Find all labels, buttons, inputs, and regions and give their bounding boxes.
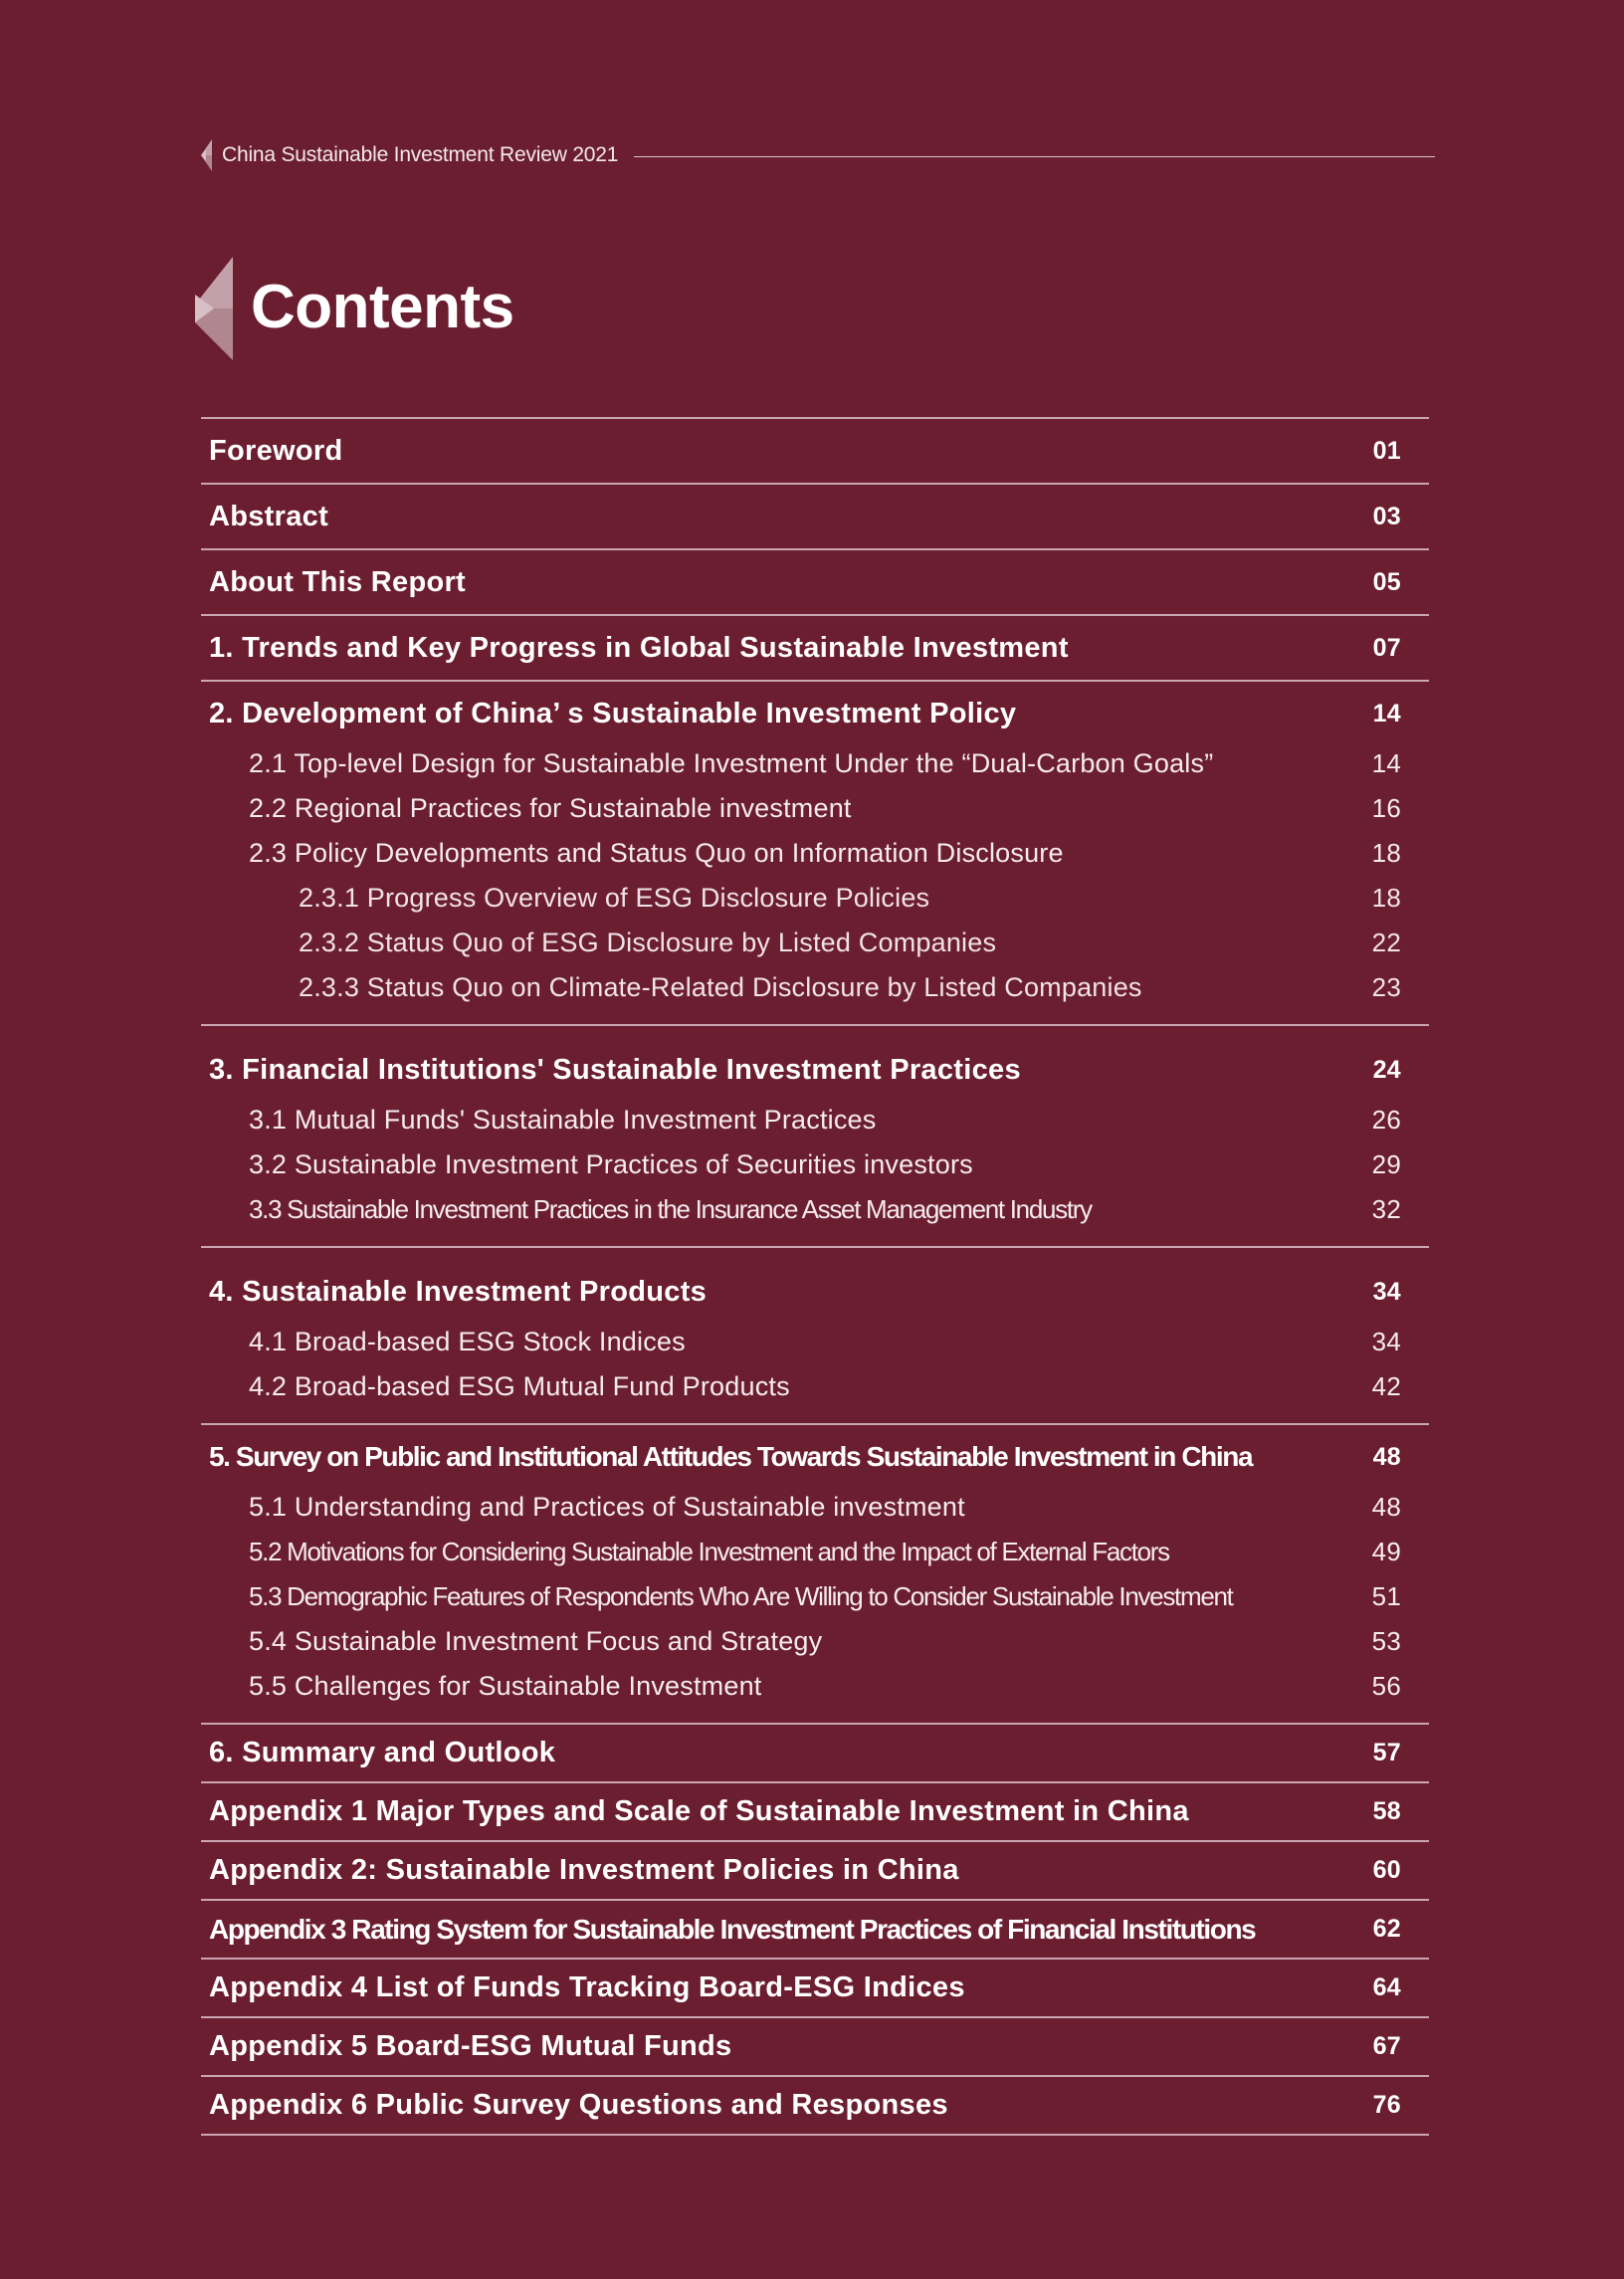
toc-label[interactable]: 5.4 Sustainable Investment Focus and Strategy bbox=[249, 1626, 823, 1656]
toc-page-number: 34 bbox=[1372, 1277, 1401, 1306]
toc-label[interactable]: 5.5 Challenges for Sustainable Investment bbox=[249, 1671, 762, 1701]
toc-page-number: 34 bbox=[1371, 1327, 1401, 1356]
toc-subsection[interactable] bbox=[201, 1364, 1429, 1409]
toc-label[interactable]: Appendix 2: Sustainable Investment Policies in China bbox=[209, 1854, 959, 1886]
toc-page-number: 64 bbox=[1372, 1973, 1401, 2001]
toc-page-number: 51 bbox=[1371, 1581, 1401, 1611]
toc-label[interactable]: 2. Development of China’ s Sustainable Investment Policy bbox=[209, 697, 1017, 729]
toc-entry-appendix-4[interactable] bbox=[201, 1958, 1429, 2016]
toc-page-number: 32 bbox=[1371, 1194, 1401, 1224]
toc-page-number: 53 bbox=[1371, 1626, 1401, 1656]
toc-page-number: 29 bbox=[1371, 1149, 1401, 1179]
toc-page-number: 03 bbox=[1372, 502, 1401, 530]
toc-subsection[interactable] bbox=[201, 786, 1429, 831]
toc-page-number: 18 bbox=[1371, 838, 1401, 868]
toc-label[interactable]: Appendix 3 Rating System for Sustainable Investment Practices of Financial Institutions bbox=[209, 1913, 1256, 1945]
toc-subsection[interactable] bbox=[201, 1574, 1429, 1619]
toc-label[interactable]: Appendix 5 Board-ESG Mutual Funds bbox=[209, 2030, 732, 2062]
toc-entry-appendix-2[interactable] bbox=[201, 1840, 1429, 1899]
toc-label[interactable]: 4.2 Broad-based ESG Mutual Fund Products bbox=[249, 1371, 790, 1401]
toc-page-number: 01 bbox=[1372, 436, 1401, 465]
toc-page-number: 23 bbox=[1371, 972, 1401, 1002]
toc-page-number: 48 bbox=[1371, 1492, 1401, 1522]
toc-label[interactable]: 3. Financial Institutions' Sustainable Investment Practices bbox=[209, 1053, 1021, 1086]
toc-subsubsection[interactable] bbox=[201, 965, 1429, 1010]
toc-subsection[interactable] bbox=[201, 1485, 1429, 1530]
toc-page-number: 14 bbox=[1372, 699, 1401, 727]
toc-entry-chapter-6[interactable] bbox=[201, 1723, 1429, 1781]
toc-entry-appendix-6[interactable] bbox=[201, 2075, 1429, 2136]
toc-subsection[interactable] bbox=[201, 1187, 1429, 1232]
chevron-left-icon bbox=[195, 257, 233, 360]
toc-label[interactable]: 5. Survey on Public and Institutional Attitudes Towards Sustainable Investment in China bbox=[209, 1441, 1253, 1472]
toc-label[interactable]: 3.1 Mutual Funds' Sustainable Investment Practices bbox=[249, 1105, 877, 1135]
toc-page-number: 22 bbox=[1371, 928, 1401, 957]
toc-entry-chapter-5 bbox=[201, 1423, 1429, 1723]
toc-entry-chapter-1[interactable] bbox=[201, 614, 1429, 680]
toc-page-number: 24 bbox=[1372, 1055, 1401, 1084]
toc-entry-appendix-1[interactable] bbox=[201, 1781, 1429, 1840]
toc-label[interactable]: Abstract bbox=[209, 500, 329, 532]
toc-entry-appendix-5[interactable] bbox=[201, 2016, 1429, 2075]
toc-label[interactable]: 3.2 Sustainable Investment Practices of Securities investors bbox=[249, 1149, 973, 1179]
toc-page-number: 48 bbox=[1372, 1442, 1401, 1471]
toc-label[interactable]: 2.2 Regional Practices for Sustainable investment bbox=[249, 793, 852, 823]
page-title: Contents bbox=[251, 272, 514, 341]
toc-label[interactable]: Appendix 4 List of Funds Tracking Board-ESG Indices bbox=[209, 1971, 965, 2003]
toc-page-number: 42 bbox=[1371, 1371, 1401, 1401]
toc-label[interactable]: 5.3 Demographic Features of Respondents Who Are Willing to Consider Sustainable Investment bbox=[249, 1581, 1233, 1611]
toc-subsection[interactable] bbox=[201, 1619, 1429, 1664]
toc-label[interactable]: 2.3.3 Status Quo on Climate-Related Disclosure by Listed Companies bbox=[299, 972, 1142, 1002]
toc-label[interactable]: 5.1 Understanding and Practices of Sustainable investment bbox=[249, 1492, 965, 1522]
toc-page-number: 18 bbox=[1371, 883, 1401, 913]
toc-entry-chapter-3 bbox=[201, 1024, 1429, 1246]
header-divider bbox=[634, 156, 1435, 157]
chevron-left-icon bbox=[199, 139, 212, 171]
toc-subsection[interactable] bbox=[201, 1098, 1429, 1142]
toc-page-number: 16 bbox=[1371, 793, 1401, 823]
toc-subsection[interactable] bbox=[201, 741, 1429, 786]
toc-page-number: 67 bbox=[1372, 2032, 1401, 2060]
page-title-block bbox=[195, 257, 514, 360]
toc-page-number: 49 bbox=[1371, 1537, 1401, 1566]
toc-label[interactable]: 2.1 Top-level Design for Sustainable Investment Under the “Dual-Carbon Goals” bbox=[249, 748, 1214, 778]
toc-subsection[interactable] bbox=[201, 1320, 1429, 1364]
toc-page-number: 26 bbox=[1371, 1105, 1401, 1135]
toc-page-number: 57 bbox=[1372, 1739, 1401, 1766]
toc-subsection[interactable] bbox=[201, 831, 1429, 876]
toc-page-number: 07 bbox=[1372, 633, 1401, 662]
toc-page-number: 14 bbox=[1371, 748, 1401, 778]
toc-chapter-heading[interactable] bbox=[201, 1429, 1429, 1485]
table-of-contents bbox=[201, 417, 1429, 2136]
toc-entry-foreword[interactable] bbox=[201, 417, 1429, 483]
toc-subsubsection[interactable] bbox=[201, 876, 1429, 921]
toc-label[interactable]: 6. Summary and Outlook bbox=[209, 1737, 556, 1768]
toc-subsection[interactable] bbox=[201, 1664, 1429, 1709]
toc-chapter-heading[interactable] bbox=[201, 686, 1429, 741]
running-header bbox=[199, 139, 1435, 171]
toc-label[interactable]: About This Report bbox=[209, 565, 467, 598]
toc-label[interactable]: Appendix 6 Public Survey Questions and Responses bbox=[209, 2089, 948, 2121]
toc-page-number: 60 bbox=[1372, 1856, 1401, 1884]
toc-chapter-heading[interactable] bbox=[201, 1042, 1429, 1098]
toc-entry-chapter-4 bbox=[201, 1246, 1429, 1423]
toc-entry-chapter-2 bbox=[201, 680, 1429, 1024]
running-title: China Sustainable Investment Review 2021 bbox=[222, 143, 619, 166]
toc-chapter-heading[interactable] bbox=[201, 1264, 1429, 1320]
toc-subsection[interactable] bbox=[201, 1530, 1429, 1574]
toc-subsection[interactable] bbox=[201, 1142, 1429, 1187]
toc-label[interactable]: 2.3.1 Progress Overview of ESG Disclosure Policies bbox=[299, 883, 930, 913]
toc-page-number: 56 bbox=[1371, 1671, 1401, 1701]
toc-label[interactable]: 5.2 Motivations for Considering Sustainable Investment and the Impact of External Factors bbox=[249, 1537, 1169, 1566]
toc-entry-about[interactable] bbox=[201, 548, 1429, 614]
toc-label[interactable]: 4. Sustainable Investment Products bbox=[209, 1275, 708, 1308]
toc-label[interactable]: 2.3.2 Status Quo of ESG Disclosure by Listed Companies bbox=[299, 928, 997, 957]
toc-page-number: 58 bbox=[1372, 1797, 1401, 1825]
toc-entry-abstract[interactable] bbox=[201, 483, 1429, 548]
toc-page-number: 76 bbox=[1372, 2091, 1401, 2119]
toc-page-number: 62 bbox=[1372, 1915, 1401, 1943]
toc-subsubsection[interactable] bbox=[201, 921, 1429, 965]
toc-label[interactable]: Foreword bbox=[209, 434, 343, 467]
toc-page-number: 05 bbox=[1372, 567, 1401, 596]
toc-label[interactable]: 4.1 Broad-based ESG Stock Indices bbox=[249, 1327, 686, 1356]
toc-label[interactable]: Appendix 1 Major Types and Scale of Sustainable Investment in China bbox=[209, 1795, 1189, 1827]
toc-label[interactable]: 2.3 Policy Developments and Status Quo on Information Disclosure bbox=[249, 838, 1064, 868]
toc-label[interactable]: 1. Trends and Key Progress in Global Sustainable Investment bbox=[209, 631, 1069, 664]
toc-entry-appendix-3[interactable] bbox=[201, 1899, 1429, 1958]
toc-label[interactable]: 3.3 Sustainable Investment Practices in the Insurance Asset Management Industry bbox=[249, 1194, 1092, 1224]
